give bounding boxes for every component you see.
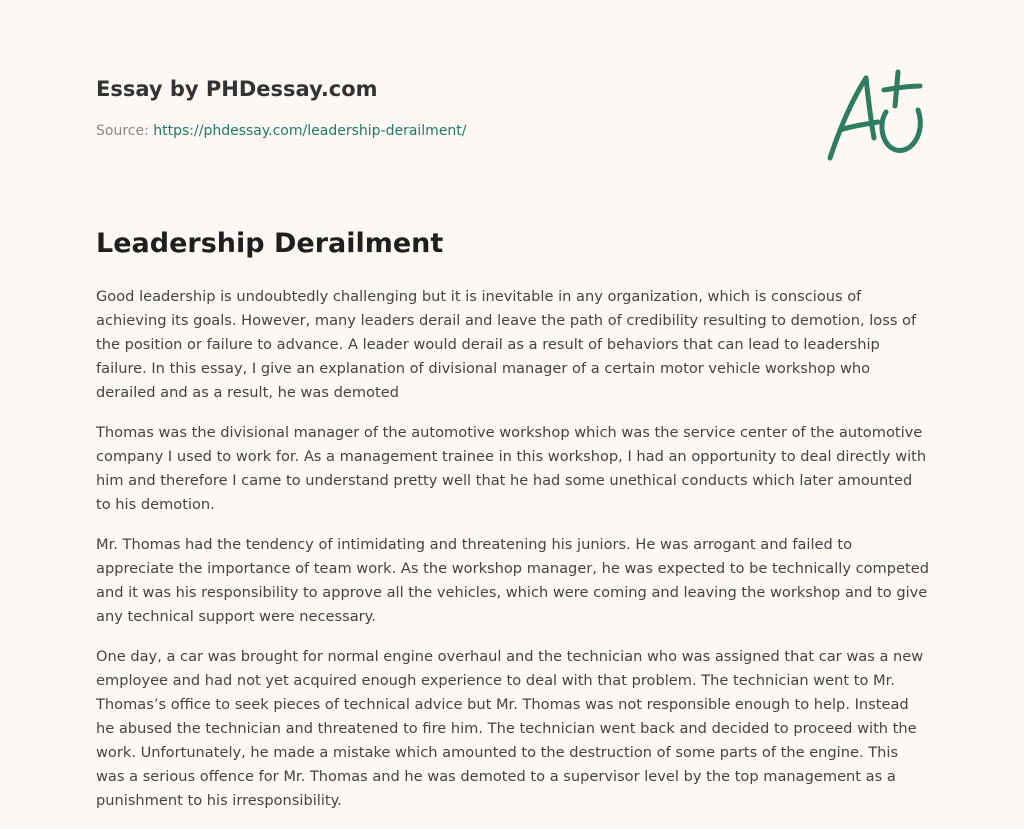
page-header bbox=[96, 74, 796, 141]
essay-paragraph: Mr. Thomas had the tendency of intimidating and threatening his juniors. He was arrogant and failed to appreciate the importance of team work. As the workshop manager, he was expected to be technically competed and it was his responsibility to approve all the vehicles, which were coming and leaving the workshop and to give any technical support were necessary. bbox=[96, 536, 929, 625]
essay-paragraph: One day, a car was brought for normal engine overhaul and the technician who was assigned that car was a new employee and had not yet acquired enough experience to deal with that problem. The technician went to Mr. Thomas’s office to seek pieces of technical advice but Mr. Thomas was not responsible enough to help. Instead he abused the technician and threatened to fire him. The technician went back and decided to proceed with the work. Unfortunately, he made a mistake which amounted to the destruction of some parts of the engine. This was a serious offence for Mr. Thomas and he was demoted to a supervisor level by the top management as a punishment to his irresponsibility. bbox=[96, 648, 924, 809]
source-link[interactable]: https://phdessay.com/leadership-derailment/ bbox=[153, 123, 467, 139]
essay-paragraph: Thomas was the divisional manager of the automotive workshop which was the service center of the automotive company I used to work for. As a management trainee in this workshop, I had an opportunity to deal directly with him and therefore I came to understand pretty well that he had some unethical conducts which later amounted to his demotion. bbox=[96, 424, 927, 513]
essay-title: Leadership Derailment bbox=[96, 228, 444, 259]
essay-body bbox=[96, 285, 930, 829]
essay-paragraph: Good leadership is undoubtedly challenging but it is inevitable in any organization, which is conscious of achieving its goals. However, many leaders derail and leave the path of credibility resulting to demotion, loss of the position or failure to advance. A leader would derail as a result of behaviors that can lead to leadership failure. In this essay, I give an explanation of divisional manager of a certain motor vehicle workshop who derailed and as a result, he was demoted bbox=[96, 288, 917, 401]
a-plus-logo-icon bbox=[822, 66, 930, 166]
source-label: Source: bbox=[96, 123, 149, 139]
source-line bbox=[96, 121, 796, 141]
site-brand: Essay by PHDessay.com bbox=[96, 77, 378, 101]
